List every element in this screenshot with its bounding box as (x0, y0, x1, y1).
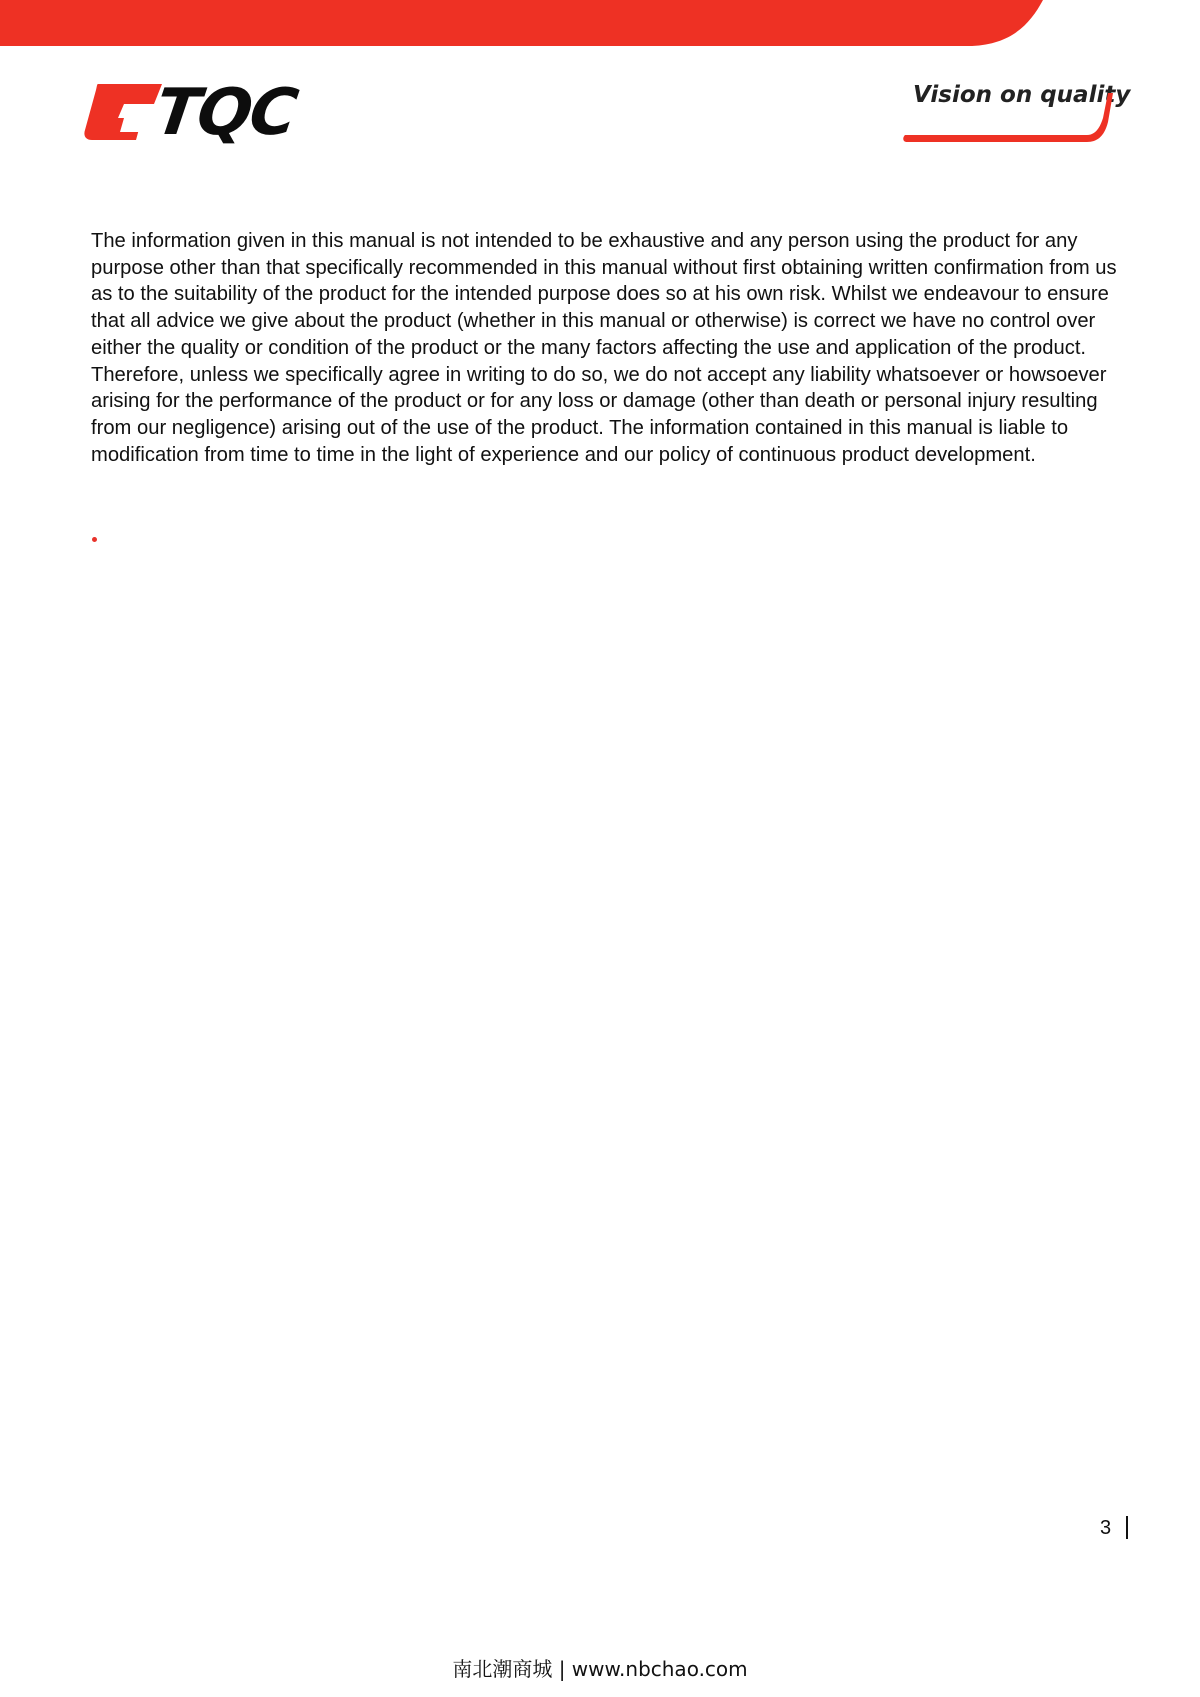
logo-wordmark: TQC (150, 76, 301, 150)
red-bullet-dot (92, 537, 97, 542)
footer-watermark: 南北潮商城 | www.nbchao.com (452, 1657, 748, 1681)
tagline-block (895, 78, 1131, 148)
disclaimer-paragraph: The information given in this manual is not intended to be exhaustive and any person using the product for any purpose other than that specifically recommended in this manual without first obtaining written confirmation from us as to the suitability of the product for the intended purpose does so at his own risk. Whilst we endeavour to ensure that all advice we give about the product (whether in this manual or otherwise) is correct we have no control over either the quality or condition of the product or the many factors affecting the use and application of the product. Therefore, unless we specifically agree in writing to do so, we do not accept any liability whatsoever or howsoever arising for the performance of the product or for any loss or damage (other than death or personal injury resulting from our negligence) arising out of the use of the product. The information contained in this manual is liable to modification from time to time in the light of experience and our policy of continuous product development. (91, 230, 1117, 466)
header-band-shape (0, 0, 1200, 50)
tqc-logo (84, 76, 354, 150)
page-number-divider (1126, 1516, 1128, 1539)
page-number: 3 (1100, 1517, 1112, 1539)
tagline-text: Vision on quality (913, 82, 1131, 108)
tagline-swoosh-icon (895, 78, 1125, 148)
header-red-band (0, 0, 1200, 50)
